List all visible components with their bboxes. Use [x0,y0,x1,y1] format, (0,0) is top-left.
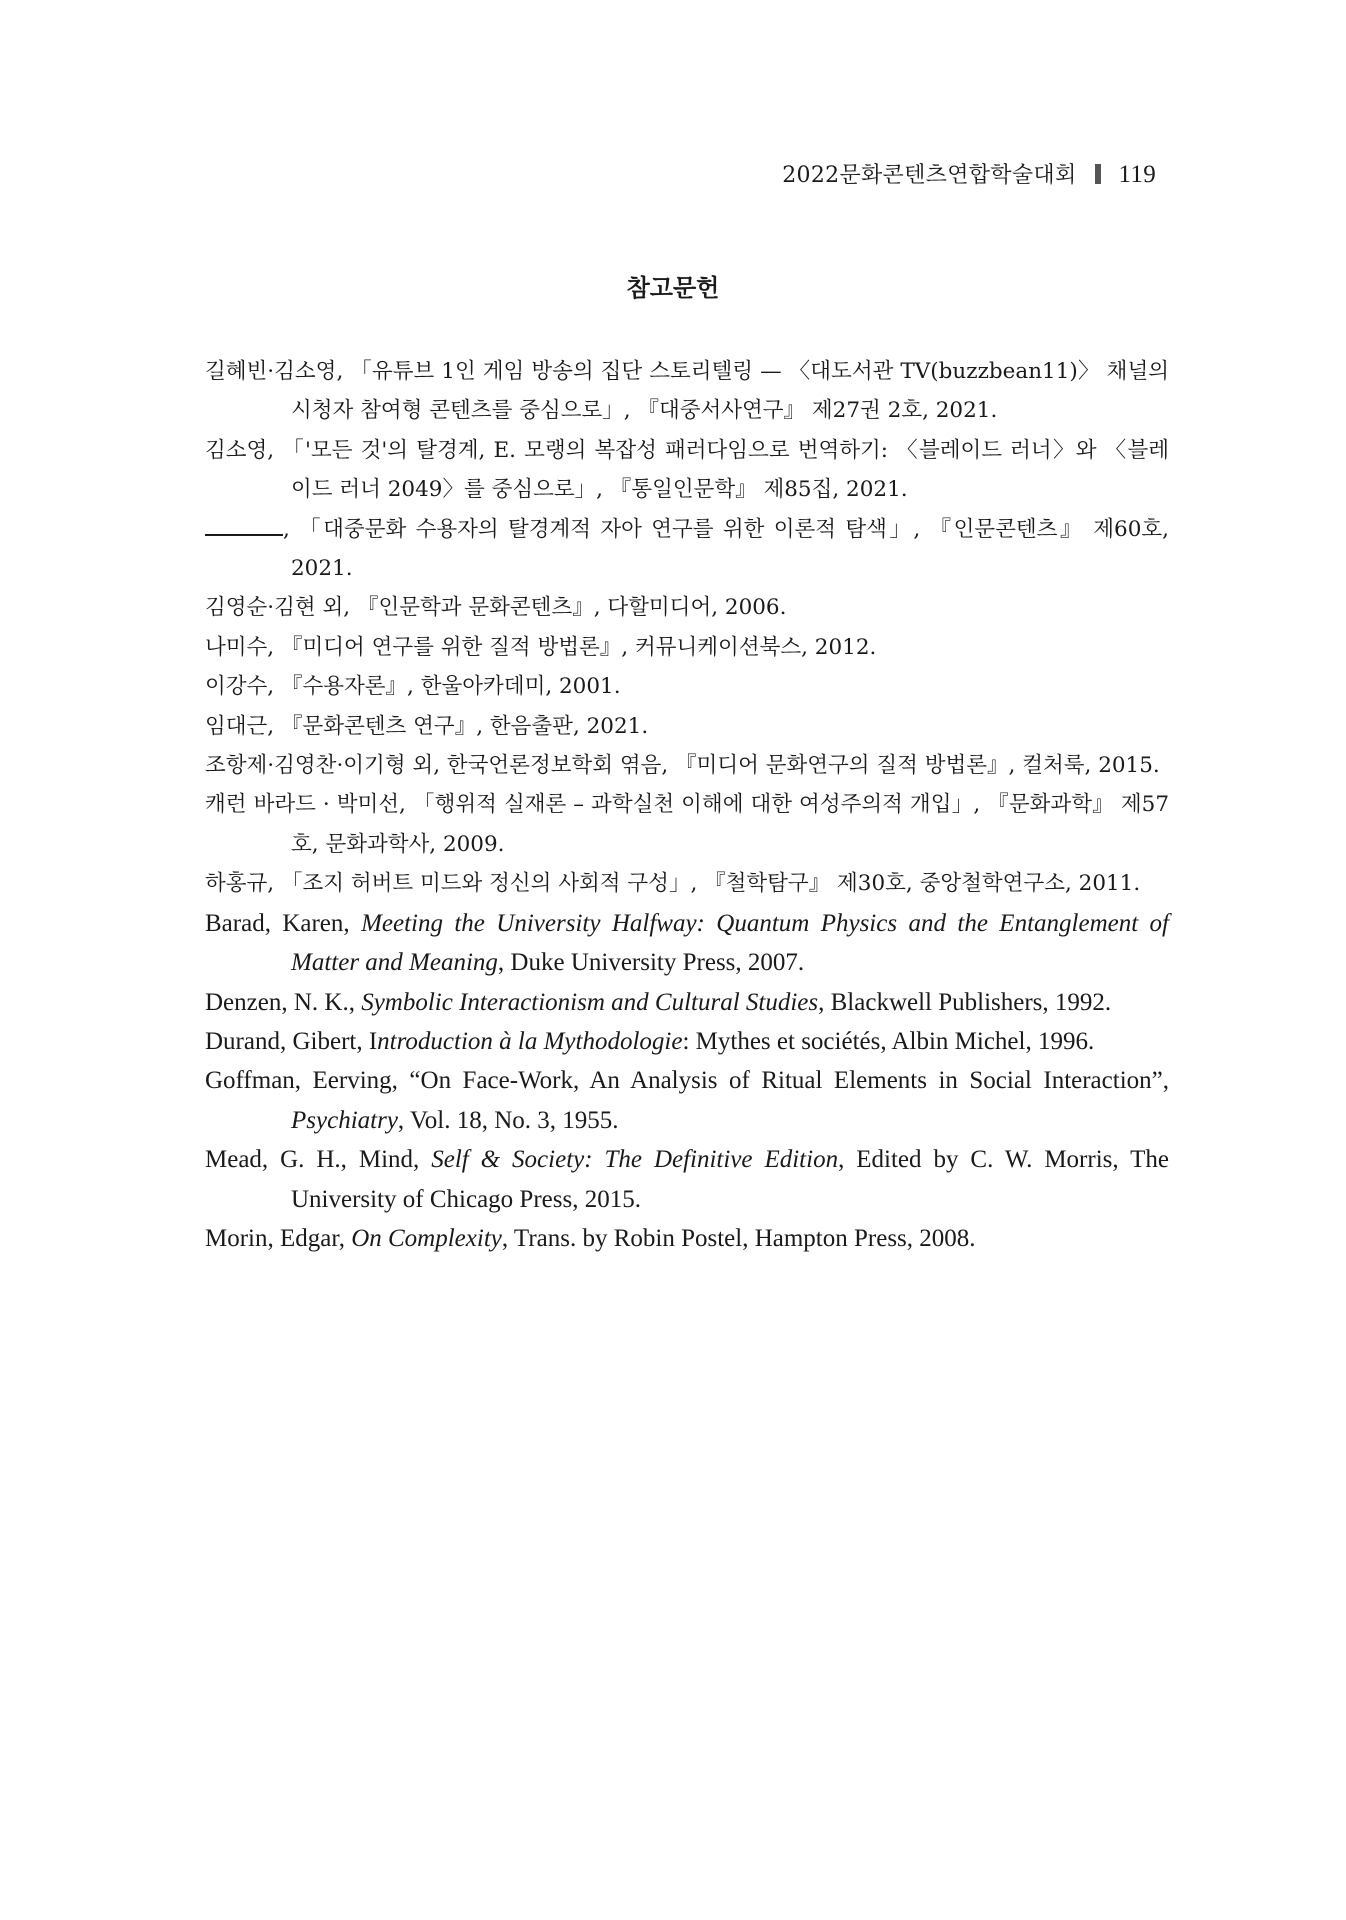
reference-item: 조항제·김영찬·이기형 외, 한국언론정보학회 엮음, 『미디어 문화연구의 질적 방법론』, 컬처룩, 2015. [205,753,1160,779]
reference-item: 임대근, 『문화콘텐츠 연구』, 한음출판, 2021. [205,713,649,739]
reference-item: 길혜빈·김소영, 「유튜브 1인 게임 방송의 집단 스토리텔링 — 〈대도서관 TV(buzzbean11)〉 채널의 시청자 참여형 콘텐츠를 중심으로」, 『대중서사연구』 제27권 2호, 2021. [205,359,1169,424]
reference-item: Durand, Gibert, Introduction à la Mythodologie: Mythes et sociétés, Albin Michel, 1996. [205,1027,1095,1055]
references-heading: 참고문헌 [626,274,720,302]
ditto-line [205,520,283,536]
reference-item: 나미수, 『미디어 연구를 위한 질적 방법론』, 커뮤니케이션북스, 2012. [205,634,877,660]
reference-item: Barad, Karen, Meeting the University Halfway: Quantum Physics and the Entanglement of Matter and Meaning, Duke University Press, 2007. [205,909,1169,977]
reference-item: , 「대중문화 수용자의 탈경계적 자아 연구를 위한 이론적 탐색」, 『인문콘텐츠』 제60호, 2021. [205,510,1169,589]
header-separator [1095,164,1101,184]
conference-name: 2022문화콘텐츠연합학술대회 [782,163,1077,188]
reference-item: 김영순·김현 외, 『인문학과 문화콘텐츠』, 다할미디어, 2006. [205,595,787,621]
reference-list [205,352,1169,1258]
page-number: 119 [1118,161,1156,188]
running-header [782,158,1156,189]
reference-item: Denzen, N. K., Symbolic Interactionism and Cultural Studies, Blackwell Publishers, 1992. [205,988,1112,1016]
reference-item: 이강수, 『수용자론』, 한울아카데미, 2001. [205,674,621,700]
reference-item: 하홍규, 「조지 허버트 미드와 정신의 사회적 구성」, 『철학탐구』 제30호, 중앙철학연구소, 2011. [205,871,1141,897]
reference-item: 김소영, 「'모든 것'의 탈경계, E. 모랭의 복잡성 패러다임으로 번역하기: 〈블레이드 러너〉와 〈블레이드 러너 2049〉를 중심으로」, 『통일인문학』 제85집, 2021. [205,437,1169,503]
reference-item: Goffman, Eerving, “On Face-Work, An Analysis of Ritual Elements in Social Interaction”, Psychiatry, Vol. 18, No. 3, 1955. [205,1067,1169,1134]
reference-item: Mead, G. H., Mind, Self & Society: The Definitive Edition, Edited by C. W. Morris, The University of Chicago Press, 2015. [205,1146,1169,1213]
reference-item: 캐런 바라드 · 박미선, 「행위적 실재론 – 과학실천 이해에 대한 여성주의적 개입」, 『문화과학』 제57호, 문화과학사, 2009. [205,792,1169,857]
reference-item: Morin, Edgar, On Complexity, Trans. by Robin Postel, Hampton Press, 2008. [205,1224,976,1252]
